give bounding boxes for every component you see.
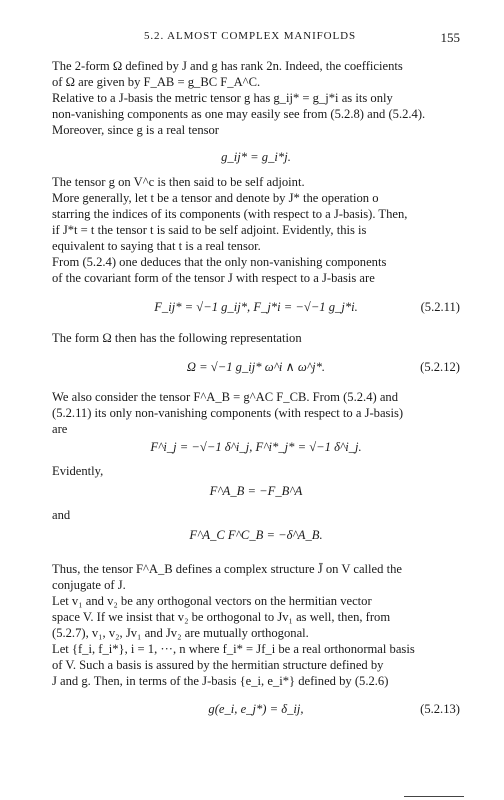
text-line: More generally, let t be a tensor and denote by J* the operation o [52, 191, 379, 205]
text-line: of Ω are given by F_AB = g_BC F_A^C. [52, 75, 261, 89]
text-line: equivalent to saying that t is a real tensor. [52, 239, 261, 253]
text-line: Evidently, [52, 464, 104, 478]
text-line: of V. Such a basis is assured by the hermitian structure defined by [52, 658, 384, 672]
text-line: if J*t = t the tensor t is said to be self adjoint. Evidently, this is [52, 223, 367, 237]
text-line: The 2-form Ω defined by J and g has rank 2n. Indeed, the coefficients [52, 59, 403, 73]
footer-rule [404, 796, 464, 797]
equation-body: g_ij* = g_i*j. [221, 150, 291, 164]
text-line: J and g. Then, in terms of the J-basis {e_i, e_i*} defined by (5.2.6) [52, 674, 389, 688]
equation-body: g(e_i, e_j*) = δ_ij, [208, 702, 304, 716]
text-line: Let {f_i, f_i*}, i = 1, ···, n where f_i* = Jf_i be a real orthonormal basis [52, 642, 415, 656]
equation-number: (5.2.12) [420, 360, 460, 374]
text-line: conjugate of J. [52, 578, 126, 592]
text-line: starring the indices of its components (with respect to a J-basis). Then, [52, 207, 408, 221]
text-line: Thus, the tensor F^A_B defines a complex structure J̄ on V called the [52, 562, 402, 576]
text-line: (5.2.11) its only non-vanishing components (with respect to a J-basis) [52, 406, 404, 420]
equation-body: F_ij* = √−1 g_ij*, F_j*i = −√−1 g_j*i. [154, 300, 358, 314]
text-line: The form Ω then has the following representation [52, 331, 302, 345]
text-line: and [52, 508, 71, 522]
running-header [52, 30, 460, 46]
text-line: The tensor g on V^c is then said to be self adjoint. [52, 175, 305, 189]
text-line: non-vanishing components as one may easily see from (5.2.8) and (5.2.4). [52, 107, 426, 121]
text-line: We also consider the tensor F^A_B = g^AC F_CB. From (5.2.4) and [52, 390, 399, 404]
text-line: Let v₁ and v₂ be any orthogonal vectors on the hermitian vector [52, 594, 372, 608]
equation-body: F^i_j = −√−1 δ^i_j, F^i*_j* = √−1 δ^i_j. [150, 440, 362, 454]
page-number: 155 [440, 30, 460, 45]
equation-body: F^A_C F^C_B = −δ^A_B. [189, 528, 323, 542]
text-line: are [52, 422, 68, 436]
equation-body: F^A_B = −F_B^A [209, 484, 303, 498]
text-line: Relative to a J-basis the metric tensor g has g_ij* = g_j*i as its only [52, 91, 393, 105]
text-line: (5.2.7), v₁, v₂, Jv₁ and Jv₂ are mutually orthogonal. [52, 626, 309, 640]
text-line: of the covariant form of the tensor J with respect to a J-basis are [52, 271, 375, 285]
text-line: From (5.2.4) one deduces that the only non-vanishing components [52, 255, 387, 269]
text-line: space V. If we insist that v₂ be orthogonal to Jv₁ as well, then, from [52, 610, 391, 624]
equation-number: (5.2.13) [420, 702, 460, 716]
equation-number: (5.2.11) [420, 300, 460, 314]
section-title: 5.2. ALMOST COMPLEX MANIFOLDS [144, 30, 357, 42]
equation-body: Ω = √−1 g_ij* ω^i ∧ ω^j*. [186, 360, 326, 374]
text-line: Moreover, since g is a real tensor [52, 123, 220, 137]
